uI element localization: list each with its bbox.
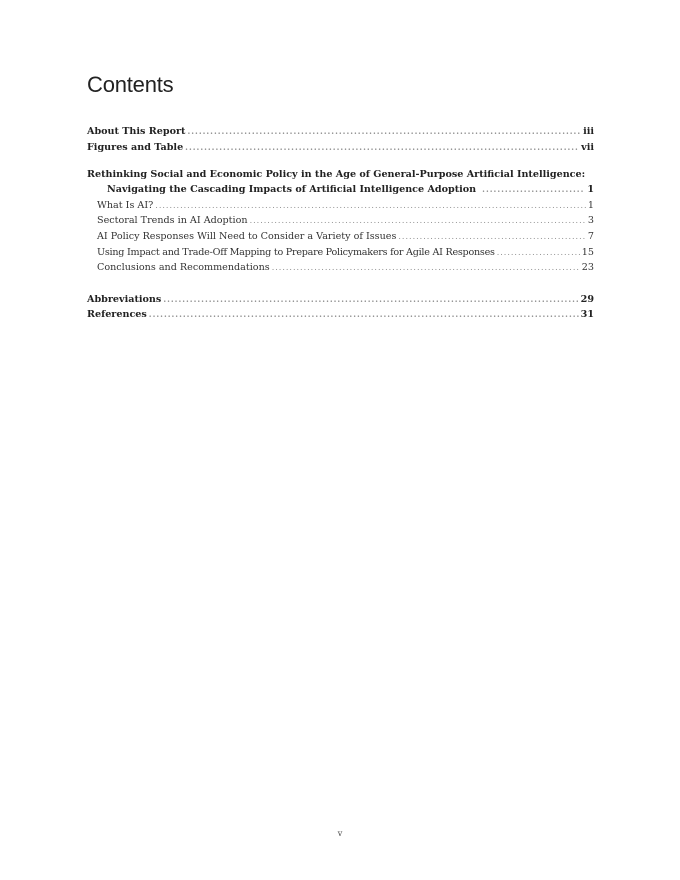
toc-chapter-title-line2: Navigating the Cascading Impacts of Artificial Intelligence Adoption	[107, 184, 477, 196]
toc-entry-label: Abbreviations	[87, 293, 162, 305]
toc-entry-about-this-report[interactable]	[87, 124, 594, 140]
toc-entry-what-is-ai[interactable]	[87, 198, 594, 214]
toc-entry-page: 15	[581, 246, 594, 258]
toc-entry-label: Figures and Table	[87, 141, 184, 153]
toc-entry-references[interactable]	[87, 307, 594, 323]
toc-entry-page: 1	[587, 184, 594, 196]
dot-leader	[149, 307, 579, 323]
toc-entry-conclusions[interactable]	[87, 260, 594, 276]
toc-entry-page: iii	[583, 126, 594, 137]
dot-leader	[155, 198, 586, 214]
toc-entry-label: Conclusions and Recommendations	[97, 262, 270, 274]
toc-entry-page: 23	[581, 262, 594, 274]
toc-entry-page: 3	[587, 215, 594, 227]
toc-entry-page: 7	[587, 230, 594, 242]
dot-leader	[163, 292, 578, 308]
page-title: Contents	[87, 72, 174, 97]
dot-leader	[272, 260, 580, 276]
dot-leader	[398, 229, 586, 245]
toc-entry-sectoral-trends[interactable]	[87, 213, 594, 229]
table-of-contents	[87, 124, 594, 323]
dot-leader	[497, 245, 580, 261]
toc-entry-label: About This Report	[87, 126, 186, 137]
toc-entry-ai-policy-responses[interactable]	[87, 229, 594, 245]
toc-entry-impact-mapping[interactable]	[87, 245, 594, 261]
dot-leader	[187, 124, 581, 140]
toc-entry-label: What Is AI?	[97, 199, 154, 211]
dot-leader	[482, 182, 585, 198]
toc-entry-label: Using Impact and Trade-Off Mapping to Prepare Policymakers for Agile AI Responses	[97, 246, 495, 258]
toc-entry-label: Sectoral Trends in AI Adoption	[97, 215, 248, 227]
dot-leader	[185, 140, 579, 156]
dot-leader	[250, 213, 586, 229]
toc-entry-abbreviations[interactable]	[87, 292, 594, 308]
toc-entry-figures-and-table[interactable]	[87, 140, 594, 156]
page-number: v	[337, 829, 343, 838]
toc-entry-chapter[interactable]	[87, 182, 594, 198]
toc-entry-label: References	[87, 309, 147, 321]
toc-chapter-title-line1[interactable]: Rethinking Social and Economic Policy in the Age of General-Purpose Artificial Intelligence:	[87, 169, 586, 181]
toc-entry-page: vii	[581, 141, 594, 153]
toc-entry-label: AI Policy Responses Will Need to Consider a Variety of Issues	[97, 230, 397, 242]
toc-entry-page: 1	[587, 199, 594, 211]
toc-entry-page: 31	[580, 309, 594, 321]
toc-entry-page: 29	[580, 293, 594, 305]
